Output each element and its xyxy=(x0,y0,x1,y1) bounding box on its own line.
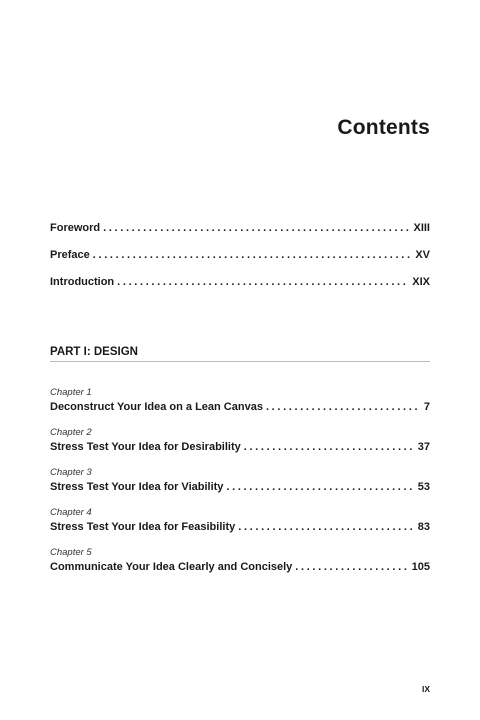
toc-entry-label: Introduction xyxy=(50,276,115,288)
toc-entry-page: 37 xyxy=(417,441,430,453)
chapter-label: Chapter 1 xyxy=(50,387,92,398)
chapter-label: Chapter 2 xyxy=(50,427,92,438)
toc-entry-page: 53 xyxy=(417,481,430,493)
dot-leader xyxy=(103,221,409,235)
toc-entry-chapter-5[interactable] xyxy=(50,560,430,574)
toc-entry-page: 105 xyxy=(411,561,430,573)
toc-entry-label: Deconstruct Your Idea on a Lean Canvas xyxy=(50,401,263,413)
dot-leader xyxy=(93,248,412,262)
dot-leader xyxy=(238,520,414,534)
toc-entry-chapter-4[interactable] xyxy=(50,520,430,534)
toc-entry-label: Stress Test Your Idea for Viability xyxy=(50,481,224,493)
page-number: IX xyxy=(421,684,430,694)
toc-entry-chapter-1[interactable] xyxy=(50,400,430,414)
dot-leader xyxy=(266,400,420,414)
toc-entry-label: Stress Test Your Idea for Feasibility xyxy=(50,521,236,533)
toc-entry-preface[interactable] xyxy=(50,248,430,262)
dot-leader xyxy=(295,560,407,574)
chapter-label: Chapter 3 xyxy=(50,467,92,478)
toc-entry-page: XIX xyxy=(412,276,430,288)
toc-entry-chapter-3[interactable] xyxy=(50,480,430,494)
toc-entry-page: 83 xyxy=(417,521,430,533)
toc-entry-page: 7 xyxy=(423,401,430,413)
page-title: Contents xyxy=(337,116,430,139)
toc-entry-label: Stress Test Your Idea for Desirability xyxy=(50,441,241,453)
toc-entry-introduction[interactable] xyxy=(50,275,430,289)
toc-entry-foreword[interactable] xyxy=(50,221,430,235)
dot-leader xyxy=(226,480,413,494)
toc-entry-label: Foreword xyxy=(50,222,101,234)
toc-entry-label: Communicate Your Idea Clearly and Concisely xyxy=(50,561,293,573)
toc-entry-page: XIII xyxy=(413,222,430,234)
dot-leader xyxy=(244,440,414,454)
toc-entry-chapter-2[interactable] xyxy=(50,440,430,454)
chapter-label: Chapter 5 xyxy=(50,547,92,558)
toc-entry-label: Preface xyxy=(50,249,90,261)
dot-leader xyxy=(117,275,408,289)
part-heading: PART I: DESIGN xyxy=(50,346,430,362)
chapter-label: Chapter 4 xyxy=(50,507,92,518)
toc-entry-page: XV xyxy=(415,249,430,261)
